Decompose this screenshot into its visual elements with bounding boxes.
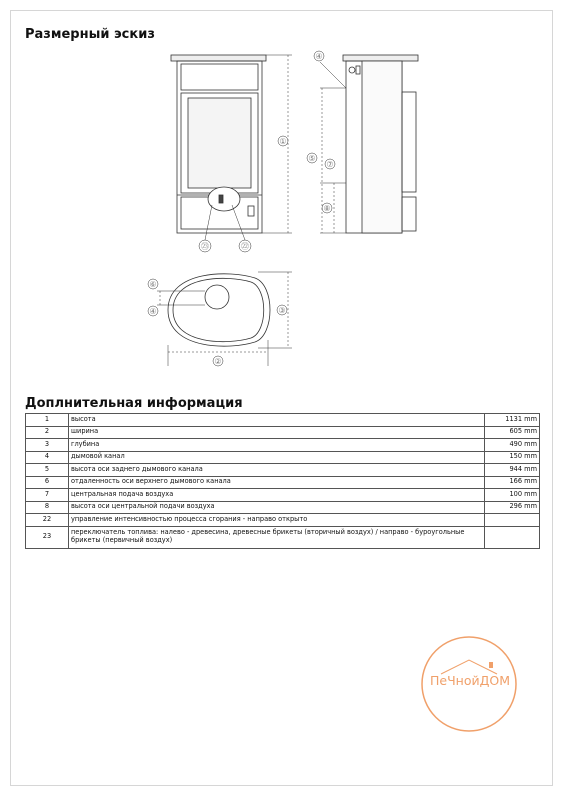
- spec-desc: ширина: [69, 426, 485, 439]
- spec-number: 7: [26, 489, 69, 502]
- top-callouts: [149, 280, 285, 366]
- table-row: [26, 514, 540, 527]
- callout-5: ⑤: [308, 154, 316, 163]
- callout-4-top: ④: [149, 307, 157, 316]
- callout-6: ⑥: [149, 280, 157, 289]
- sketch-heading: Размерный эскиз: [25, 27, 155, 42]
- spec-value: 605 mm: [485, 426, 540, 439]
- spec-desc: дымовой канал: [69, 451, 485, 464]
- table-row: [26, 439, 540, 452]
- table-row: [26, 464, 540, 477]
- side-callouts: [308, 52, 333, 213]
- spec-number: 23: [26, 526, 69, 548]
- spec-desc: высота: [69, 414, 485, 427]
- info-heading: Доплнительная информация: [25, 396, 243, 411]
- spec-value: 490 mm: [485, 439, 540, 452]
- spec-number: 6: [26, 476, 69, 489]
- spec-value: 944 mm: [485, 464, 540, 477]
- spec-desc: центральная подача воздуха: [69, 489, 485, 502]
- spec-value: 1131 mm: [485, 414, 540, 427]
- callout-3: ③: [278, 306, 286, 315]
- spec-desc: высота оси заднего дымового канала: [69, 464, 485, 477]
- callout-23: ㉓: [201, 242, 209, 251]
- callout-8: ⑧: [323, 204, 331, 213]
- callout-2: ②: [214, 357, 222, 366]
- spec-desc: глубина: [69, 439, 485, 452]
- dimension-drawings: [0, 0, 565, 390]
- spec-value: 296 mm: [485, 501, 540, 514]
- table-row: [26, 526, 540, 548]
- spec-number: 1: [26, 414, 69, 427]
- spec-value: 166 mm: [485, 476, 540, 489]
- spec-value: 150 mm: [485, 451, 540, 464]
- spec-number: 22: [26, 514, 69, 527]
- spec-table: [25, 413, 540, 549]
- spec-value: 100 mm: [485, 489, 540, 502]
- table-row: [26, 451, 540, 464]
- spec-desc: управление интенсивностью процесса сгорания - направо открыто: [69, 514, 485, 527]
- spec-desc: переключатель топлива: налево - древесина, древесные брикеты (вторичный воздух) / направо - буроугольные брикеты (первичный воздух): [69, 526, 485, 548]
- callout-22: ㉒: [241, 242, 249, 251]
- table-row: [26, 501, 540, 514]
- table-row: [26, 414, 540, 427]
- logo-text: ПеЧнойДОМ: [430, 673, 510, 688]
- callout-1: ①: [279, 137, 287, 146]
- spec-number: 2: [26, 426, 69, 439]
- top-view: [148, 272, 292, 366]
- spec-number: 5: [26, 464, 69, 477]
- callout-4: ④: [315, 52, 323, 61]
- spec-number: 3: [26, 439, 69, 452]
- table-row: [26, 476, 540, 489]
- front-view: [171, 55, 292, 252]
- spec-desc: высота оси центральной подачи воздуха: [69, 501, 485, 514]
- table-row: [26, 489, 540, 502]
- table-row: [26, 426, 540, 439]
- spec-value: [485, 514, 540, 527]
- spec-number: 8: [26, 501, 69, 514]
- spec-value: [485, 526, 540, 548]
- callout-7: ⑦: [326, 160, 334, 169]
- spec-desc: отдаленность оси верхнего дымового канала: [69, 476, 485, 489]
- spec-number: 4: [26, 451, 69, 464]
